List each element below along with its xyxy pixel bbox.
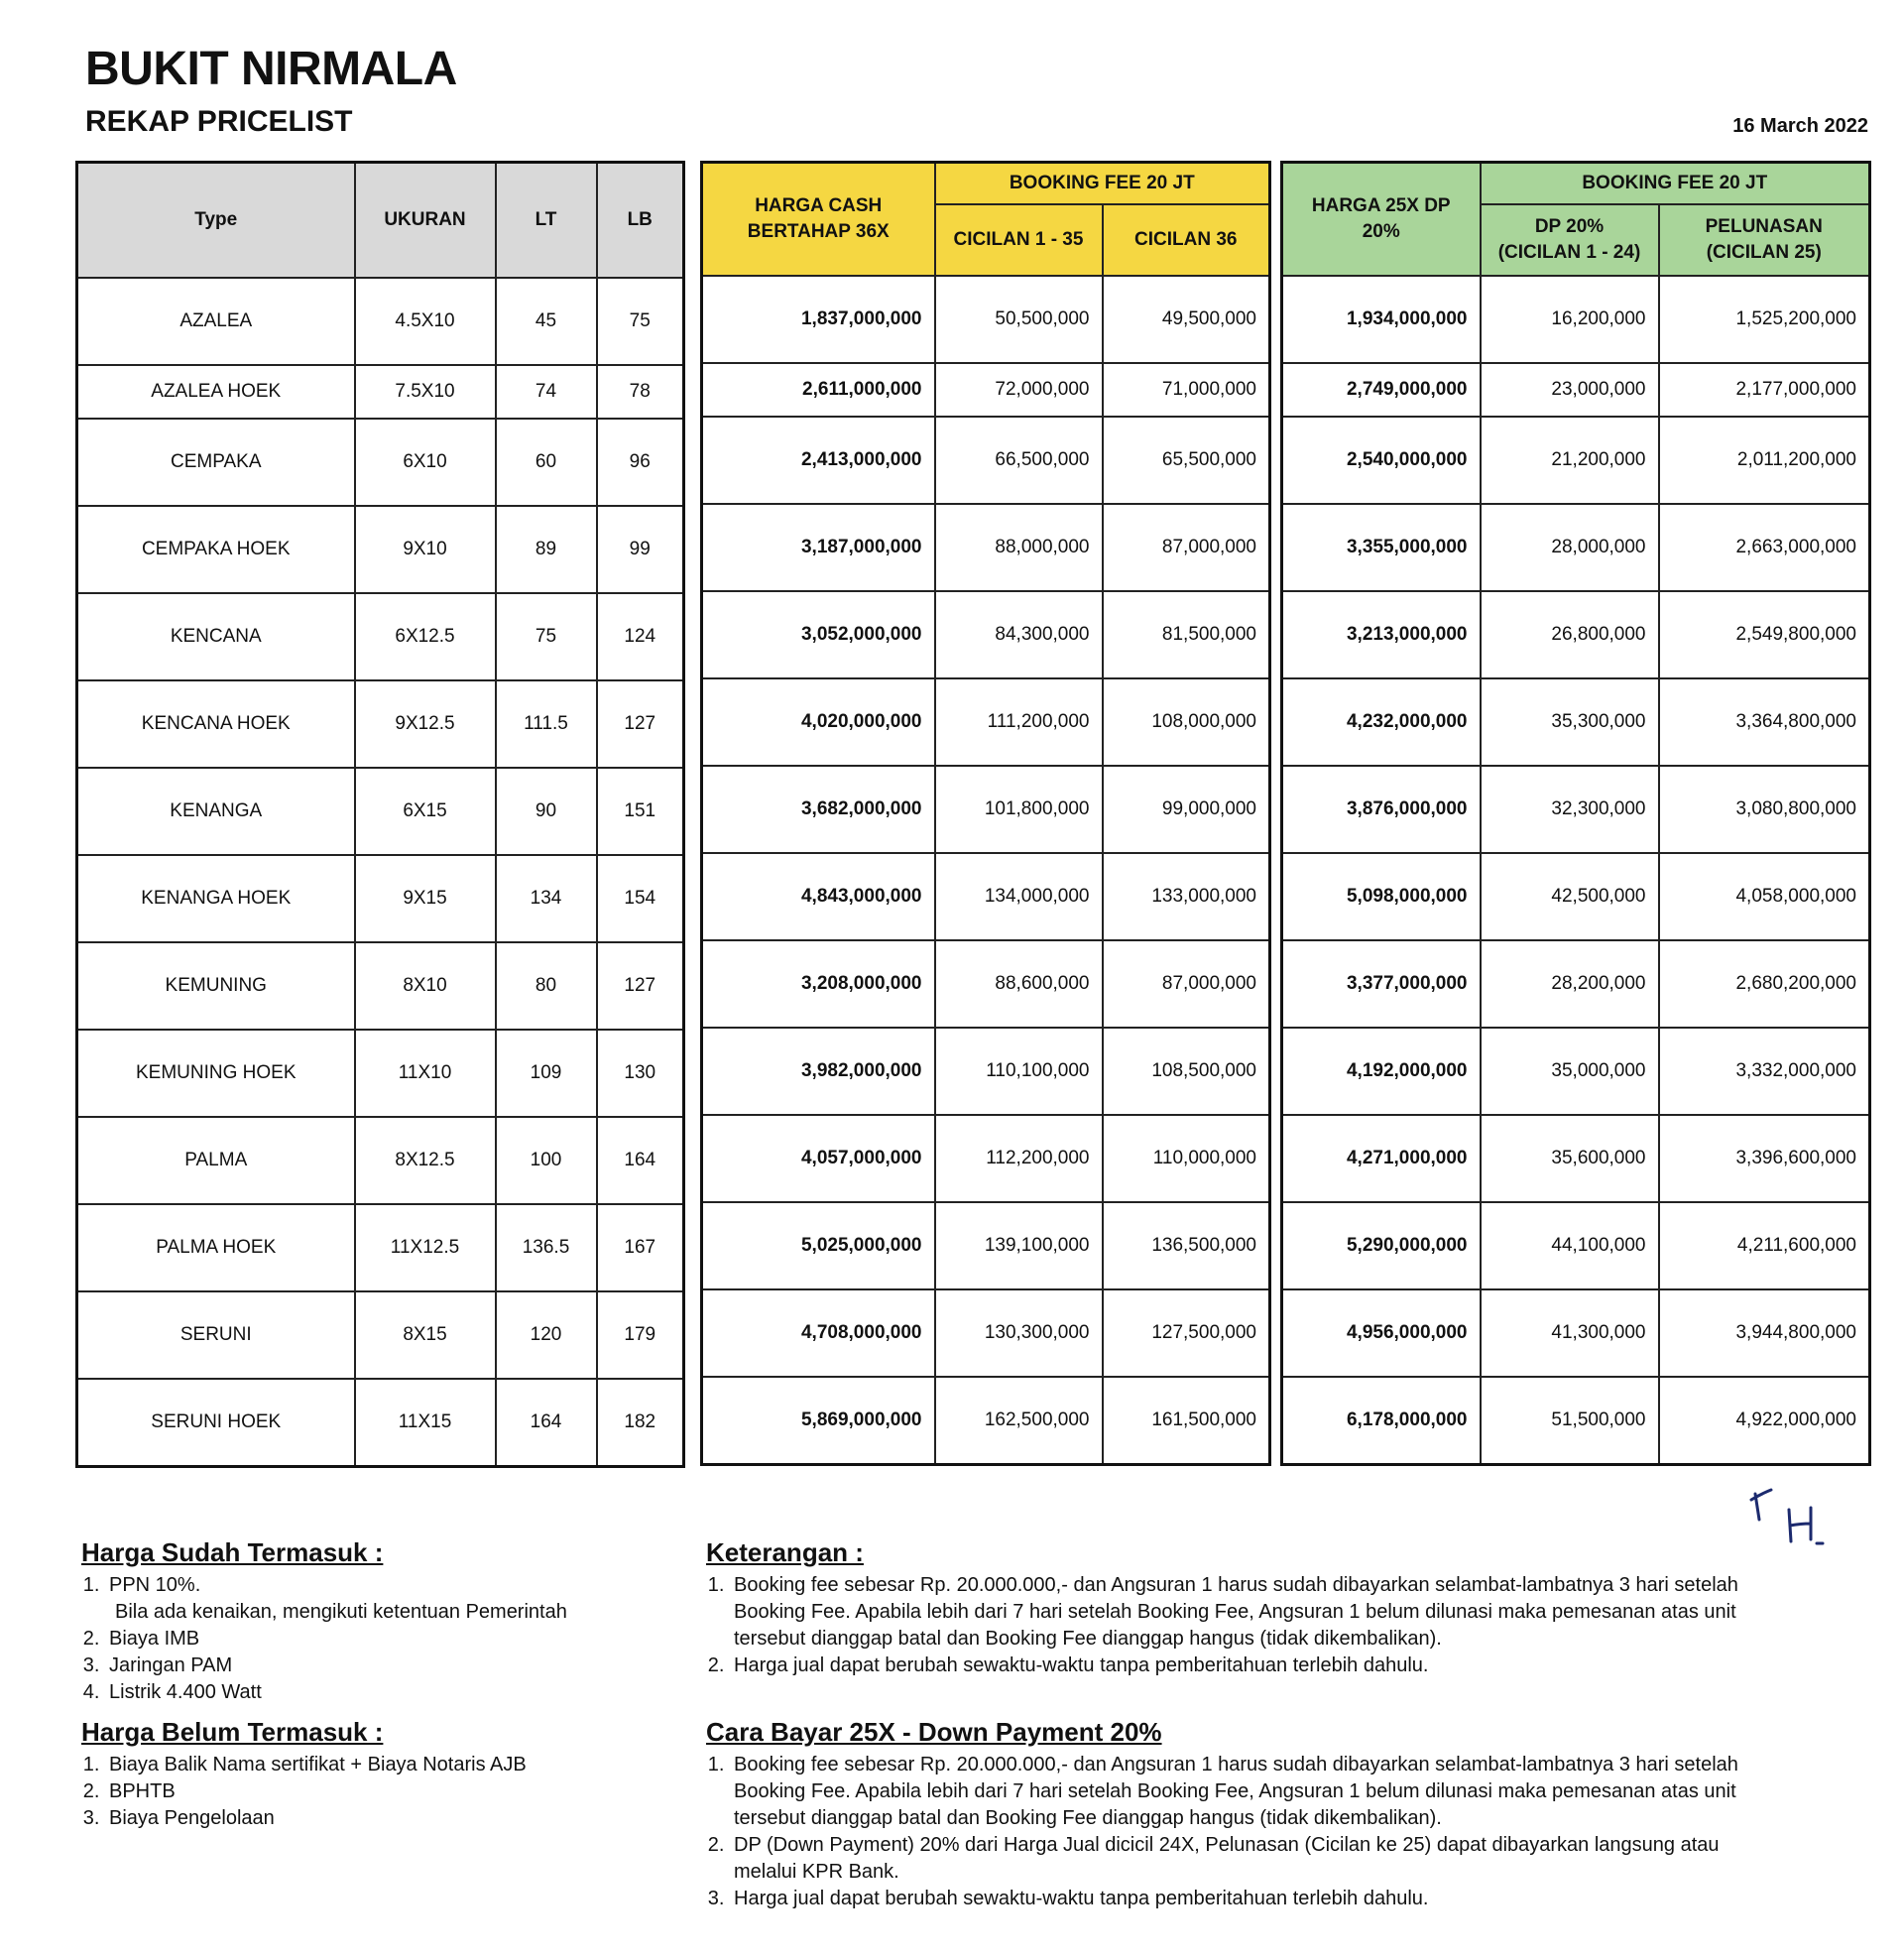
cell-pelunasan: 3,944,800,000: [1659, 1289, 1870, 1377]
cell-lt: 134: [496, 855, 597, 942]
cell-lt: 89: [496, 506, 597, 593]
page-subtitle: REKAP PRICELIST: [85, 105, 353, 138]
keterangan-list: [706, 1572, 1777, 1679]
header-booking-fee-group: BOOKING FEE 20 JT: [935, 163, 1270, 205]
cell-dp-20: 26,800,000: [1481, 591, 1659, 678]
cell-pelunasan: 4,058,000,000: [1659, 853, 1870, 940]
cell-pelunasan: 2,177,000,000: [1659, 363, 1870, 417]
cell-dp-20: 41,300,000: [1481, 1289, 1659, 1377]
header-cicilan-1-35: CICILAN 1 - 35: [935, 204, 1103, 276]
cell-pelunasan: 3,332,000,000: [1659, 1028, 1870, 1115]
cell-cicilan-36: 87,000,000: [1103, 940, 1270, 1028]
cell-dp-20: 44,100,000: [1481, 1202, 1659, 1289]
cell-harga-25x: 4,956,000,000: [1282, 1289, 1481, 1377]
cell-harga-cash: 5,869,000,000: [702, 1377, 935, 1465]
cell-cicilan-36: 81,500,000: [1103, 591, 1270, 678]
table-row: [1282, 1115, 1870, 1202]
table-row: [1282, 940, 1870, 1028]
cell-dp-20: 28,000,000: [1481, 504, 1659, 591]
cell-type: KENANGA: [77, 768, 355, 855]
list-item: 2. Harga jual dapat berubah sewaktu-waktu tanpa pemberitahuan terlebih dahulu.: [730, 1653, 1777, 1679]
table-row: [77, 855, 684, 942]
unit-info-table: [75, 161, 685, 1468]
table-header-row: [1282, 163, 1870, 205]
cell-lb: 99: [597, 506, 684, 593]
cell-harga-cash: 2,611,000,000: [702, 363, 935, 417]
cell-lb: 127: [597, 942, 684, 1030]
header-pelunasan: PELUNASAN (CICILAN 25): [1659, 204, 1870, 276]
cell-type: AZALEA HOEK: [77, 365, 355, 419]
header-harga-cash: HARGA CASH BERTAHAP 36X: [702, 163, 935, 277]
list-item: 1. Booking fee sebesar Rp. 20.000.000,- dan Angsuran 1 harus sudah dibayarkan selambat-lambatnya 3 hari setelah Booking Fee. Apabila lebih dari 7 hari setelah Booking Fee, Angsuran 1 belum dilunasi maka pemesanan atas unit tersebut dianggap batal dan Booking Fee dianggap hangus (tidak dikembalikan).: [730, 1572, 1777, 1653]
table-row: [702, 276, 1270, 363]
cell-cicilan-1-35: 72,000,000: [935, 363, 1103, 417]
table-row: [77, 506, 684, 593]
cell-harga-25x: 5,290,000,000: [1282, 1202, 1481, 1289]
list-item: 3. Harga jual dapat berubah sewaktu-waktu tanpa pemberitahuan terlebih dahulu.: [730, 1886, 1777, 1912]
cell-dp-20: 51,500,000: [1481, 1377, 1659, 1465]
cell-type: KENCANA HOEK: [77, 680, 355, 768]
cell-ukuran: 9X12.5: [355, 680, 496, 768]
cell-type: SERUNI HOEK: [77, 1379, 355, 1467]
cell-dp-20: 32,300,000: [1481, 766, 1659, 853]
table-row: [77, 419, 684, 506]
document-date: 16 March 2022: [1732, 115, 1868, 137]
cell-cicilan-36: 133,000,000: [1103, 853, 1270, 940]
table-row: [77, 1030, 684, 1117]
cell-cicilan-1-35: 111,200,000: [935, 678, 1103, 766]
cell-lb: 179: [597, 1291, 684, 1379]
cell-pelunasan: 2,549,800,000: [1659, 591, 1870, 678]
cell-cicilan-1-35: 50,500,000: [935, 276, 1103, 363]
cell-pelunasan: 3,364,800,000: [1659, 678, 1870, 766]
list-item: 2. BPHTB: [105, 1778, 676, 1805]
list-item-text: PPN 10%.: [109, 1574, 201, 1596]
cell-harga-25x: 2,749,000,000: [1282, 363, 1481, 417]
cell-harga-25x: 4,232,000,000: [1282, 678, 1481, 766]
cell-ukuran: 7.5X10: [355, 365, 496, 419]
cell-harga-cash: 5,025,000,000: [702, 1202, 935, 1289]
cell-ukuran: 4.5X10: [355, 278, 496, 365]
keterangan-section: [706, 1539, 1777, 1679]
cell-type: PALMA HOEK: [77, 1204, 355, 1291]
cell-dp-20: 35,000,000: [1481, 1028, 1659, 1115]
table-row: [77, 278, 684, 365]
table-row: [77, 680, 684, 768]
cell-type: PALMA: [77, 1117, 355, 1204]
cell-dp-20: 42,500,000: [1481, 853, 1659, 940]
included-title: Harga Sudah Termasuk :: [81, 1537, 384, 1567]
cell-lb: 164: [597, 1117, 684, 1204]
cell-ukuran: 6X10: [355, 419, 496, 506]
cell-harga-cash: 1,837,000,000: [702, 276, 935, 363]
cell-harga-25x: 5,098,000,000: [1282, 853, 1481, 940]
cell-cicilan-1-35: 162,500,000: [935, 1377, 1103, 1465]
cell-type: CEMPAKA HOEK: [77, 506, 355, 593]
cell-lb: 154: [597, 855, 684, 942]
table-row: [702, 853, 1270, 940]
cell-lt: 75: [496, 593, 597, 680]
cell-pelunasan: 3,080,800,000: [1659, 766, 1870, 853]
cell-pelunasan: 1,525,200,000: [1659, 276, 1870, 363]
table-row: [1282, 853, 1870, 940]
table-row: [702, 766, 1270, 853]
cell-cicilan-36: 108,000,000: [1103, 678, 1270, 766]
header-dp-20: DP 20% (CICILAN 1 - 24): [1481, 204, 1659, 276]
cell-type: SERUNI: [77, 1291, 355, 1379]
cell-harga-cash: 4,020,000,000: [702, 678, 935, 766]
dp-25x-table: [1280, 161, 1871, 1466]
cell-harga-cash: 3,208,000,000: [702, 940, 935, 1028]
table-row: [77, 1291, 684, 1379]
table-row: [1282, 766, 1870, 853]
cell-cicilan-36: 127,500,000: [1103, 1289, 1270, 1377]
cell-harga-cash: 3,187,000,000: [702, 504, 935, 591]
header-lt: LT: [496, 163, 597, 279]
list-item: 4. Listrik 4.400 Watt: [105, 1679, 676, 1706]
cell-ukuran: 11X12.5: [355, 1204, 496, 1291]
cell-dp-20: 21,200,000: [1481, 417, 1659, 504]
cell-pelunasan: 2,011,200,000: [1659, 417, 1870, 504]
table-row: [702, 1377, 1270, 1465]
cell-pelunasan: 2,663,000,000: [1659, 504, 1870, 591]
list-item-subtext: Bila ada kenaikan, mengikuti ketentuan Pemerintah: [115, 1601, 567, 1623]
cell-harga-25x: 3,355,000,000: [1282, 504, 1481, 591]
table-row: [702, 1028, 1270, 1115]
cell-cicilan-1-35: 101,800,000: [935, 766, 1103, 853]
header-lb: LB: [597, 163, 684, 279]
cell-pelunasan: 4,211,600,000: [1659, 1202, 1870, 1289]
page-title: BUKIT NIRMALA: [85, 43, 457, 95]
table-row: [77, 1204, 684, 1291]
list-item: 3. Biaya Pengelolaan: [105, 1805, 676, 1832]
excluded-section: [81, 1719, 676, 1832]
cell-dp-20: 16,200,000: [1481, 276, 1659, 363]
table-row: [77, 768, 684, 855]
table-row: [77, 1379, 684, 1467]
header-cicilan-36: CICILAN 36: [1103, 204, 1270, 276]
header-booking-fee-group: BOOKING FEE 20 JT: [1481, 163, 1870, 205]
table-row: [702, 1202, 1270, 1289]
cell-harga-25x: 6,178,000,000: [1282, 1377, 1481, 1465]
cell-lb: 75: [597, 278, 684, 365]
cell-harga-cash: 3,982,000,000: [702, 1028, 935, 1115]
table-row: [77, 593, 684, 680]
cell-lt: 80: [496, 942, 597, 1030]
cell-cicilan-1-35: 112,200,000: [935, 1115, 1103, 1202]
cell-type: KEMUNING HOEK: [77, 1030, 355, 1117]
table-row: [1282, 1202, 1870, 1289]
excluded-title: Harga Belum Termasuk :: [81, 1717, 384, 1747]
cell-lb: 96: [597, 419, 684, 506]
cell-lb: 151: [597, 768, 684, 855]
cell-pelunasan: 3,396,600,000: [1659, 1115, 1870, 1202]
cell-harga-cash: 2,413,000,000: [702, 417, 935, 504]
cell-cicilan-36: 65,500,000: [1103, 417, 1270, 504]
cell-lt: 120: [496, 1291, 597, 1379]
list-item: 1. Biaya Balik Nama sertifikat + Biaya Notaris AJB: [105, 1752, 676, 1778]
cell-harga-25x: 1,934,000,000: [1282, 276, 1481, 363]
list-item: [105, 1572, 676, 1626]
table-row: [77, 365, 684, 419]
cell-ukuran: 6X12.5: [355, 593, 496, 680]
cell-ukuran: 8X10: [355, 942, 496, 1030]
cell-cicilan-1-35: 139,100,000: [935, 1202, 1103, 1289]
list-item: 1. Booking fee sebesar Rp. 20.000.000,- dan Angsuran 1 harus sudah dibayarkan selambat-lambatnya 3 hari setelah Booking Fee. Apabila lebih dari 7 hari setelah Booking Fee, Angsuran 1 belum dilunasi maka pemesanan atas unit tersebut dianggap batal dan Booking Fee dianggap hangus (tidak dikembalikan).: [730, 1752, 1777, 1832]
cell-dp-20: 28,200,000: [1481, 940, 1659, 1028]
table-row: [1282, 1289, 1870, 1377]
table-row: [702, 591, 1270, 678]
cell-type: KENCANA: [77, 593, 355, 680]
list-item: 3. Jaringan PAM: [105, 1653, 676, 1679]
cell-lb: 182: [597, 1379, 684, 1467]
table-row: [702, 417, 1270, 504]
table-row: [1282, 363, 1870, 417]
cell-lt: 164: [496, 1379, 597, 1467]
cell-dp-20: 35,300,000: [1481, 678, 1659, 766]
cell-lt: 136.5: [496, 1204, 597, 1291]
cell-lt: 109: [496, 1030, 597, 1117]
cell-cicilan-1-35: 110,100,000: [935, 1028, 1103, 1115]
cell-lt: 45: [496, 278, 597, 365]
table-row: [77, 1117, 684, 1204]
list-item: 2. Biaya IMB: [105, 1626, 676, 1653]
cell-lt: 90: [496, 768, 597, 855]
cell-ukuran: 8X12.5: [355, 1117, 496, 1204]
table-row: [702, 678, 1270, 766]
table-row: [1282, 678, 1870, 766]
table-row: [702, 504, 1270, 591]
cell-lb: 124: [597, 593, 684, 680]
cara-bayar-section: [706, 1719, 1777, 1912]
cell-harga-25x: 3,876,000,000: [1282, 766, 1481, 853]
cell-lb: 127: [597, 680, 684, 768]
cash-36x-table: [700, 161, 1271, 1466]
excluded-list: [81, 1752, 676, 1832]
cash-36x-body: [702, 276, 1270, 1465]
cell-cicilan-36: 136,500,000: [1103, 1202, 1270, 1289]
cell-cicilan-1-35: 130,300,000: [935, 1289, 1103, 1377]
cell-cicilan-1-35: 88,000,000: [935, 504, 1103, 591]
table-row: [702, 1289, 1270, 1377]
cara-bayar-list: [706, 1752, 1777, 1912]
cell-dp-20: 23,000,000: [1481, 363, 1659, 417]
cell-type: KEMUNING: [77, 942, 355, 1030]
table-row: [77, 942, 684, 1030]
cell-cicilan-36: 110,000,000: [1103, 1115, 1270, 1202]
cell-ukuran: 6X15: [355, 768, 496, 855]
cell-dp-20: 35,600,000: [1481, 1115, 1659, 1202]
cell-ukuran: 11X10: [355, 1030, 496, 1117]
header-harga-25x: HARGA 25X DP 20%: [1282, 163, 1481, 277]
table-row: [1282, 504, 1870, 591]
list-item: 2. DP (Down Payment) 20% dari Harga Jual dicicil 24X, Pelunasan (Cicilan ke 25) dapat dibayarkan langsung atau melalui KPR Bank.: [730, 1832, 1777, 1886]
cell-lb: 130: [597, 1030, 684, 1117]
header-type: Type: [77, 163, 355, 279]
table-row: [1282, 591, 1870, 678]
table-row: [1282, 1377, 1870, 1465]
dp-25x-body: [1282, 276, 1870, 1465]
cell-type: AZALEA: [77, 278, 355, 365]
cell-lt: 111.5: [496, 680, 597, 768]
cell-cicilan-36: 49,500,000: [1103, 276, 1270, 363]
unit-info-body: [77, 278, 684, 1467]
cell-ukuran: 9X15: [355, 855, 496, 942]
cell-lb: 167: [597, 1204, 684, 1291]
cell-cicilan-36: 161,500,000: [1103, 1377, 1270, 1465]
included-section: [81, 1539, 676, 1706]
table-row: [702, 363, 1270, 417]
cara-bayar-title: Cara Bayar 25X - Down Payment 20%: [706, 1717, 1162, 1747]
cell-cicilan-36: 87,000,000: [1103, 504, 1270, 591]
cell-harga-cash: 3,682,000,000: [702, 766, 935, 853]
cell-type: CEMPAKA: [77, 419, 355, 506]
table-row: [1282, 1028, 1870, 1115]
cell-cicilan-1-35: 88,600,000: [935, 940, 1103, 1028]
cell-pelunasan: 4,922,000,000: [1659, 1377, 1870, 1465]
cell-ukuran: 8X15: [355, 1291, 496, 1379]
cell-harga-25x: 3,377,000,000: [1282, 940, 1481, 1028]
table-header-row: [77, 163, 684, 279]
cell-harga-25x: 4,192,000,000: [1282, 1028, 1481, 1115]
table-header-row: [702, 163, 1270, 205]
table-row: [1282, 276, 1870, 363]
included-list: [81, 1572, 676, 1706]
cell-type: KENANGA HOEK: [77, 855, 355, 942]
cell-harga-cash: 4,708,000,000: [702, 1289, 935, 1377]
cell-ukuran: 9X10: [355, 506, 496, 593]
cell-cicilan-36: 99,000,000: [1103, 766, 1270, 853]
cell-harga-25x: 4,271,000,000: [1282, 1115, 1481, 1202]
cell-harga-cash: 4,057,000,000: [702, 1115, 935, 1202]
cell-cicilan-36: 108,500,000: [1103, 1028, 1270, 1115]
table-row: [702, 940, 1270, 1028]
cell-lb: 78: [597, 365, 684, 419]
cell-harga-25x: 2,540,000,000: [1282, 417, 1481, 504]
cell-cicilan-1-35: 66,500,000: [935, 417, 1103, 504]
cell-harga-cash: 3,052,000,000: [702, 591, 935, 678]
cell-cicilan-1-35: 84,300,000: [935, 591, 1103, 678]
cell-cicilan-36: 71,000,000: [1103, 363, 1270, 417]
cell-lt: 60: [496, 419, 597, 506]
keterangan-title: Keterangan :: [706, 1537, 864, 1567]
cell-pelunasan: 2,680,200,000: [1659, 940, 1870, 1028]
cell-cicilan-1-35: 134,000,000: [935, 853, 1103, 940]
cell-lt: 100: [496, 1117, 597, 1204]
cell-lt: 74: [496, 365, 597, 419]
header-ukuran: UKURAN: [355, 163, 496, 279]
cell-harga-25x: 3,213,000,000: [1282, 591, 1481, 678]
cell-ukuran: 11X15: [355, 1379, 496, 1467]
table-row: [1282, 417, 1870, 504]
cell-harga-cash: 4,843,000,000: [702, 853, 935, 940]
table-row: [702, 1115, 1270, 1202]
